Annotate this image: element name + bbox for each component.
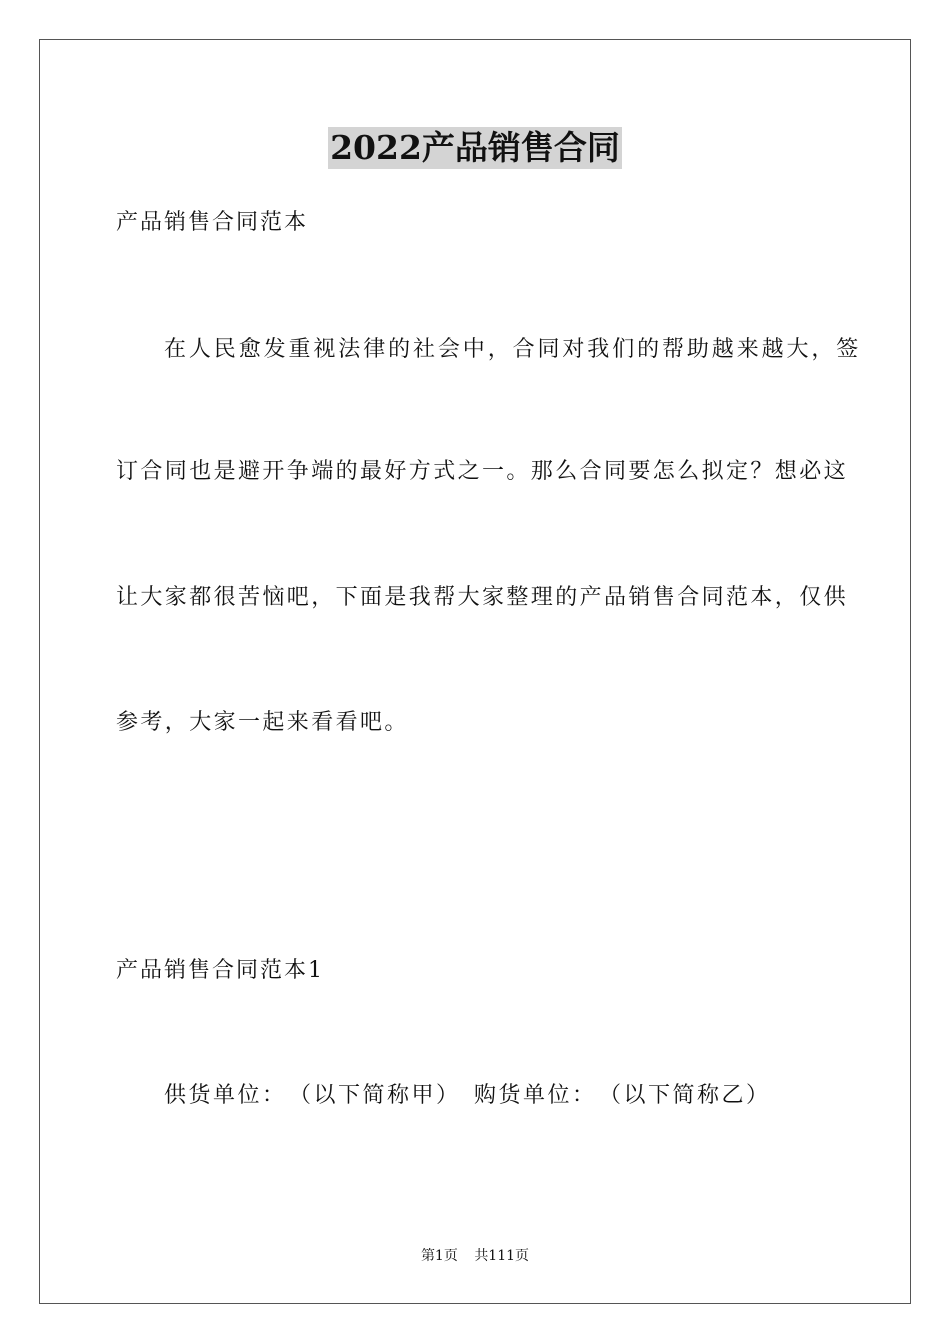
document-subtitle: 产品销售合同范本 [116,210,309,235]
intro-line-2: 订合同也是避开争端的最好方式之一。那么合同要怎么拟定？想必这 [116,459,849,484]
intro-line-1: 在人民愈发重视法律的社会中，合同对我们的帮助越来越大，签 [164,337,862,362]
intro-line-4: 参考，大家一起来看看吧。 [116,710,409,735]
page-number: 第1页 [420,1248,458,1264]
page-total: 共111页 [474,1248,530,1264]
page-footer [0,1246,950,1266]
title-container [0,127,950,169]
document-title: 2022产品销售合同 [330,128,620,167]
supplier-line: 供货单位： （以下简称甲） 购货单位： （以下简称乙） [164,1083,771,1108]
section-heading: 产品销售合同范本1 [116,958,324,983]
intro-line-3: 让大家都很苦恼吧，下面是我帮大家整理的产品销售合同范本，仅供 [116,585,849,610]
